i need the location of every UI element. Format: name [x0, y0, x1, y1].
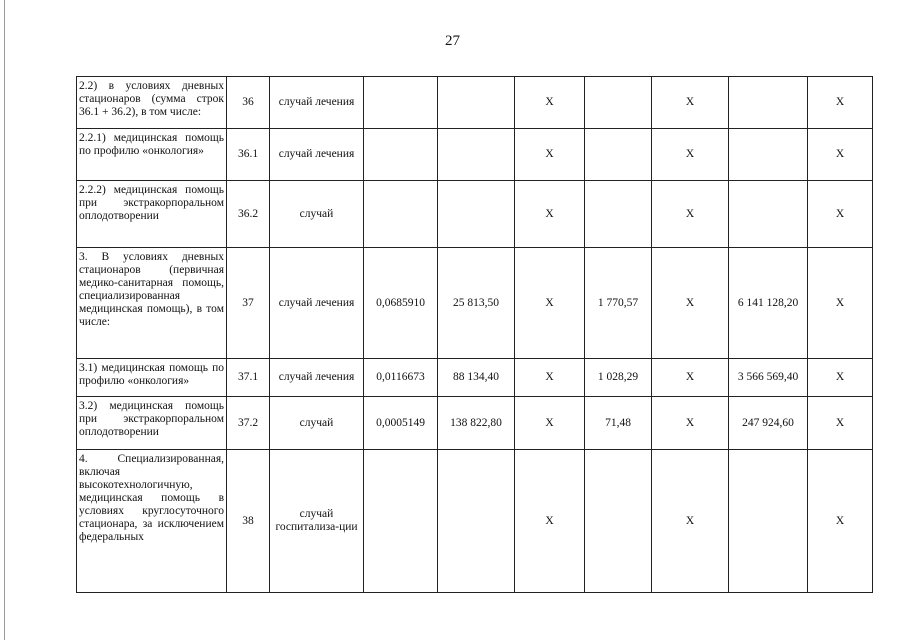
row-name: 3.1) медицинская помощь по профилю «онкология» [77, 359, 227, 397]
row-unit: случай лечения [270, 77, 364, 129]
row-value-8: X [652, 397, 729, 450]
row-value-10: X [808, 397, 873, 450]
row-value-9 [729, 181, 808, 248]
row-value-5 [438, 129, 515, 181]
row-value-7 [585, 77, 652, 129]
row-value-8: X [652, 129, 729, 181]
row-value-4: 0,0005149 [364, 397, 438, 450]
row-value-4: 0,0116673 [364, 359, 438, 397]
row-value-10: X [808, 129, 873, 181]
row-value-8: X [652, 450, 729, 593]
row-value-6: X [515, 129, 585, 181]
page-number: 27 [445, 33, 460, 49]
row-value-10: X [808, 77, 873, 129]
row-value-10: X [808, 450, 873, 593]
row-value-9: 3 566 569,40 [729, 359, 808, 397]
row-name: 2.2.2) медицинская помощь при экстракорпоральном оплодотворении [77, 181, 227, 248]
row-value-9: 6 141 128,20 [729, 248, 808, 359]
row-name: 4. Специализированная, включая высокотехнологичную, медицинская помощь в условиях круглосуточного стационара, за исключением федеральных [77, 450, 227, 593]
row-value-4 [364, 129, 438, 181]
row-value-4 [364, 450, 438, 593]
row-value-10: X [808, 248, 873, 359]
row-unit: случай [270, 181, 364, 248]
row-code: 37 [227, 248, 270, 359]
row-value-10: X [808, 359, 873, 397]
row-unit: случай госпитализа-ции [270, 450, 364, 593]
row-value-6: X [515, 181, 585, 248]
row-value-6: X [515, 77, 585, 129]
row-value-6: X [515, 397, 585, 450]
row-value-5: 138 822,80 [438, 397, 515, 450]
row-value-6: X [515, 248, 585, 359]
row-value-4 [364, 77, 438, 129]
row-value-7 [585, 450, 652, 593]
row-value-7: 1 028,29 [585, 359, 652, 397]
row-value-4: 0,0685910 [364, 248, 438, 359]
row-value-5 [438, 181, 515, 248]
row-unit: случай лечения [270, 359, 364, 397]
row-name: 3.2) медицинская помощь при экстракорпоральном оплодотворении [77, 397, 227, 450]
row-value-7 [585, 129, 652, 181]
row-code: 36.2 [227, 181, 270, 248]
table-row [77, 248, 873, 359]
row-unit: случай [270, 397, 364, 450]
row-code: 36 [227, 77, 270, 129]
row-code: 37.2 [227, 397, 270, 450]
table-row [77, 397, 873, 450]
row-value-9 [729, 129, 808, 181]
row-value-10: X [808, 181, 873, 248]
row-name: 3. В условиях дневных стационаров (первичная медико-санитарная помощь, специализированная медицинская помощь), в том числе: [77, 248, 227, 359]
table-row [77, 77, 873, 129]
data-table [76, 76, 873, 593]
table-row [77, 359, 873, 397]
row-value-6: X [515, 359, 585, 397]
row-code: 37.1 [227, 359, 270, 397]
row-value-9 [729, 77, 808, 129]
row-unit: случай лечения [270, 129, 364, 181]
row-value-8: X [652, 77, 729, 129]
row-value-9: 247 924,60 [729, 397, 808, 450]
row-value-8: X [652, 359, 729, 397]
row-value-8: X [652, 248, 729, 359]
row-unit: случай лечения [270, 248, 364, 359]
page-edge-line [4, 0, 5, 640]
row-code: 38 [227, 450, 270, 593]
row-value-9 [729, 450, 808, 593]
row-value-8: X [652, 181, 729, 248]
row-value-5 [438, 77, 515, 129]
row-name: 2.2) в условиях дневных стационаров (сумма строк 36.1 + 36.2), в том числе: [77, 77, 227, 129]
row-value-5: 25 813,50 [438, 248, 515, 359]
table-row [77, 450, 873, 593]
table-row [77, 129, 873, 181]
row-value-6: X [515, 450, 585, 593]
row-value-7: 1 770,57 [585, 248, 652, 359]
row-value-7: 71,48 [585, 397, 652, 450]
row-value-4 [364, 181, 438, 248]
row-value-5: 88 134,40 [438, 359, 515, 397]
row-value-7 [585, 181, 652, 248]
row-value-5 [438, 450, 515, 593]
row-code: 36.1 [227, 129, 270, 181]
row-name: 2.2.1) медицинская помощь по профилю «онкология» [77, 129, 227, 181]
table-row [77, 181, 873, 248]
